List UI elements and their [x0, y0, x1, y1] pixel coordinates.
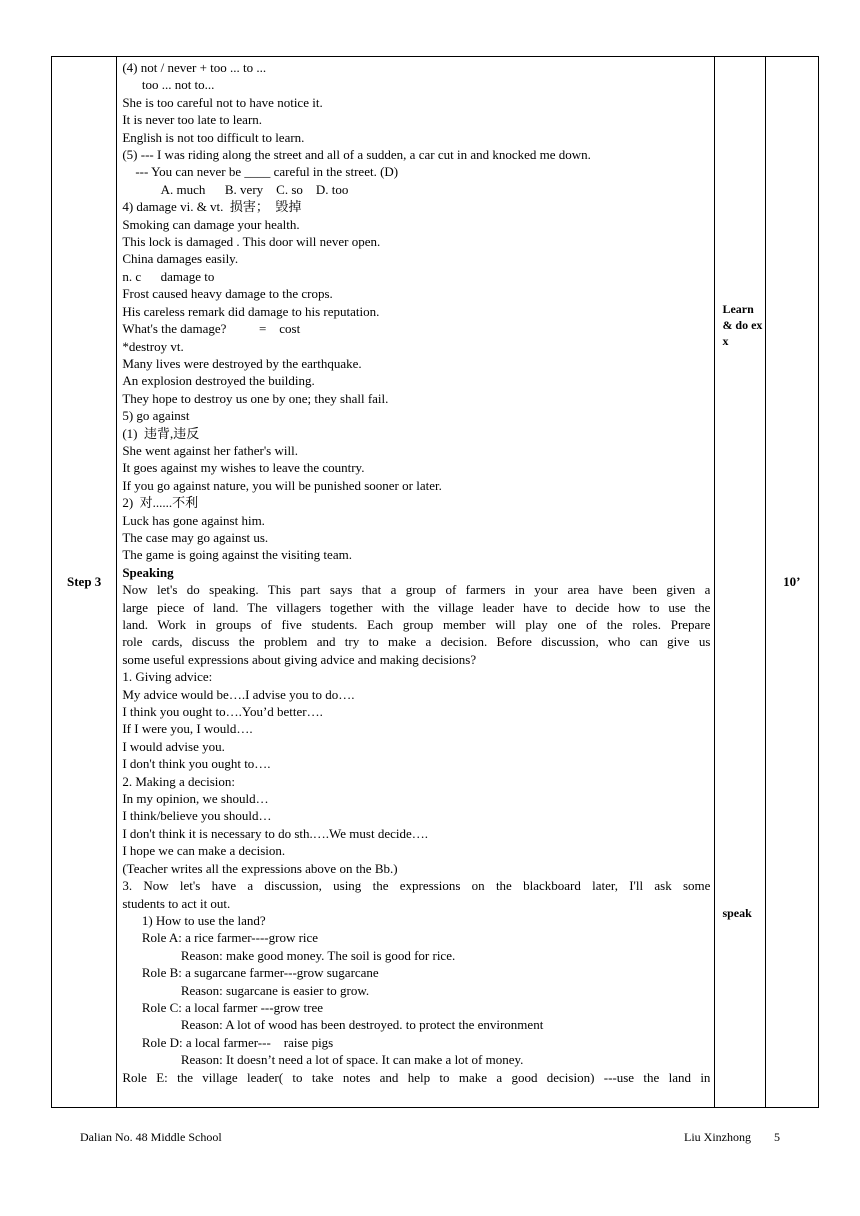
content-line: 2) 对......不利 — [122, 495, 199, 511]
content-line: *destroy vt. — [122, 338, 184, 354]
content-line: I think/believe you should… — [122, 808, 272, 824]
content-line: I don't think it is necessary to do sth.….We must decide…. — [122, 825, 428, 841]
content-line: 4) damage vi. & vt. 损害； 毁掉 — [122, 199, 302, 215]
activity-label-speak: speak — [722, 906, 752, 920]
content-line: (1) 违背,违反 — [122, 425, 200, 441]
step-cell — [52, 57, 117, 1108]
content-line: 5) go against — [122, 408, 190, 424]
activity-cell — [715, 57, 765, 1108]
content-line: Many lives were destroyed by the earthquake. — [122, 355, 362, 371]
activity-label-learn: Learn & do exx — [722, 302, 763, 348]
content-line: Role B: a sugarcane farmer---grow sugarcane — [122, 965, 379, 981]
content-line: 2. Making a decision: — [122, 773, 235, 789]
content-line: She went against her father's will. — [122, 442, 298, 458]
content-line: The case may go against us. — [122, 529, 269, 545]
content-line: Luck has gone against him. — [122, 512, 265, 528]
content-line: This lock is damaged . This door will never open. — [122, 234, 381, 250]
content-line: China damages easily. — [122, 251, 239, 267]
content-line: Speaking — [122, 564, 174, 580]
content-cell — [117, 57, 715, 1108]
content-line: Reason: sugarcane is easier to grow. — [122, 982, 370, 998]
content-line: --- You can never be ____ careful in the street. (D) — [122, 164, 399, 180]
content-line: The game is going against the visiting team. — [122, 547, 352, 563]
content-line: If you go against nature, you will be punished sooner or later. — [122, 477, 442, 493]
content-line: Role C: a local farmer ---grow tree — [122, 999, 324, 1015]
content-line: I think you ought to….You’d better…. — [122, 704, 323, 720]
content-line: n. c damage to — [122, 268, 215, 284]
footer-page-number: 5 — [774, 1130, 780, 1144]
content-line: Reason: It doesn’t need a lot of space. It can make a lot of money. — [122, 1052, 524, 1068]
content-line: 1) How to use the land? — [122, 912, 266, 928]
content-line: What's the damage? = cost — [122, 321, 301, 337]
content-line: I hope we can make a decision. — [122, 843, 286, 859]
content-line: Smoking can damage your health. — [122, 216, 300, 232]
content-line: She is too careful not to have notice it. — [122, 94, 323, 110]
content-line: A. much B. very C. so D. too — [122, 181, 349, 197]
content-line: Reason: make good money. The soil is good for rice. — [122, 947, 456, 963]
content-line: If I were you, I would…. — [122, 721, 253, 737]
content-line: Reason: A lot of wood has been destroyed. to protect the environment — [122, 1017, 544, 1033]
content-line: students to act it out. — [122, 895, 231, 911]
content-line: Role D: a local farmer--- raise pigs — [122, 1034, 334, 1050]
content-line: (5) --- I was riding along the street and all of a sudden, a car cut in and knocked me down. — [122, 147, 591, 163]
content-line: They hope to destroy us one by one; they shall fail. — [122, 390, 389, 406]
content-line: 1. Giving advice: — [122, 669, 213, 685]
footer-school: Dalian No. 48 Middle School — [80, 1130, 222, 1144]
content-line: Now let's do speaking. This part says that a group of farmers in your area have been given a — [122, 582, 711, 598]
content-lines — [117, 57, 714, 1086]
content-line: too ... not to... — [122, 77, 215, 93]
content-line: My advice would be….I advise you to do…. — [122, 686, 355, 702]
time-label: 10’ — [783, 574, 801, 589]
content-line: Role A: a rice farmer----grow rice — [122, 930, 319, 946]
content-line: large piece of land. The villagers together with the village leader have to decide how to use the — [122, 599, 711, 615]
content-line: Frost caused heavy damage to the crops. — [122, 286, 333, 302]
content-line: role cards, discuss the problem and try to make a decision. Before discussion, who can give us — [122, 634, 711, 650]
content-line: It is never too late to learn. — [122, 112, 263, 128]
step-row — [52, 57, 819, 1108]
content-line: 3. Now let's have a discussion, using the expressions on the blackboard later, I'll ask some — [122, 878, 711, 894]
content-line: In my opinion, we should… — [122, 791, 269, 807]
content-line: Role E: the village leader( to take notes and help to make a good decision) ---use the land in — [122, 1069, 711, 1085]
content-line: An explosion destroyed the building. — [122, 373, 315, 389]
content-line: I don't think you ought to…. — [122, 756, 271, 772]
footer-author: Liu Xinzhong — [684, 1130, 751, 1144]
content-line: His careless remark did damage to his reputation. — [122, 303, 380, 319]
content-line: I would advise you. — [122, 738, 225, 754]
time-cell — [765, 57, 818, 1108]
content-line: (Teacher writes all the expressions above on the Bb.) — [122, 860, 398, 876]
content-line: English is not too difficult to learn. — [122, 129, 305, 145]
content-line: land. Work in groups of five students. Each group member will play one of the roles. Prepare — [122, 617, 711, 632]
step-label: Step 3 — [67, 574, 102, 589]
content-line: (4) not / never + too ... to ... — [122, 60, 267, 75]
content-line: some useful expressions about giving advice and making decisions? — [122, 651, 477, 667]
lesson-plan-table — [51, 56, 819, 1108]
content-line: It goes against my wishes to leave the country. — [122, 460, 365, 476]
